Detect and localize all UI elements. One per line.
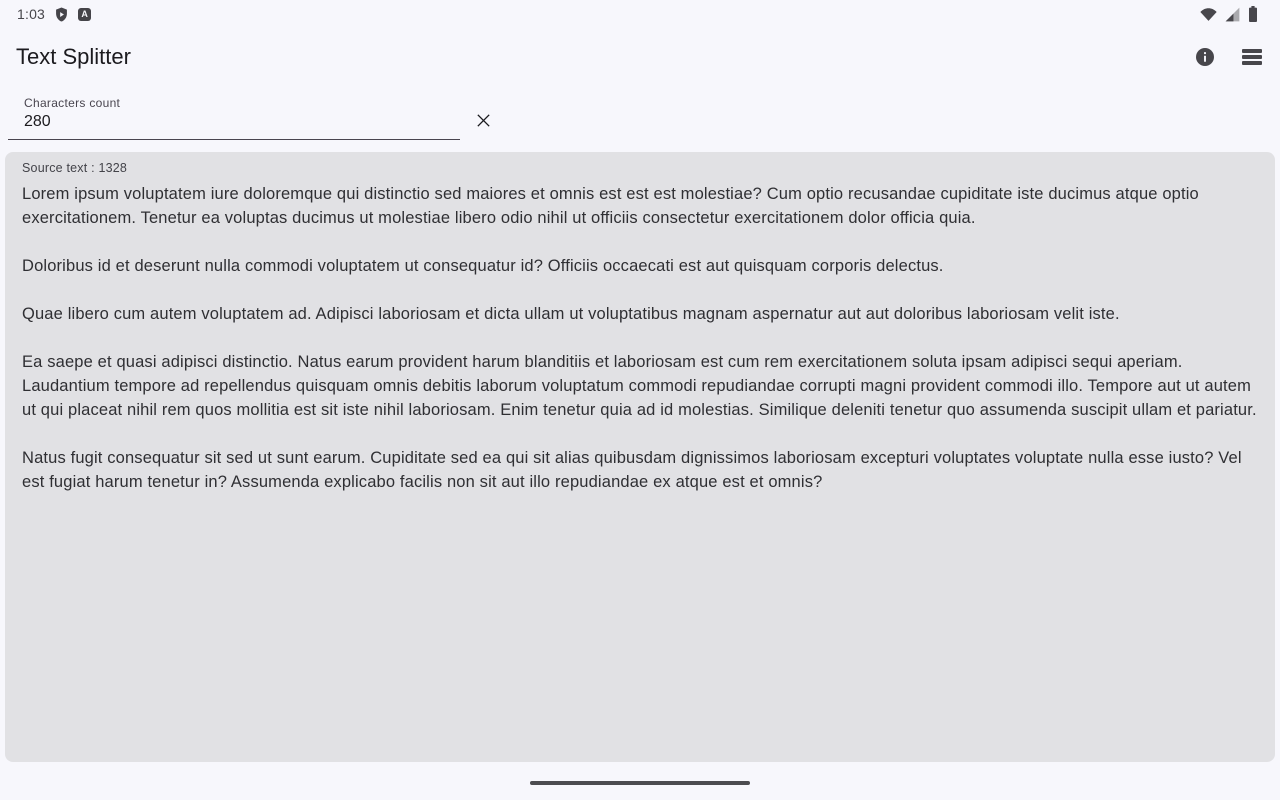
characters-count-input[interactable] [24, 110, 444, 131]
source-paragraph: Ea saepe et quasi adipisci distinctio. Natus earum provident harum blanditiis et laboriosam est cum rem exercitationem soluta ipsam adipisci sequi aperiam. Laudantium tempore ad repellendus quisquam omnis debitis laborum voluptatum commodi repudiandae corrupti magni provident commodi illo. Tempore aut ut autem ut qui placeat nihil rem quos mollitia est sit iste nihil laboriosam. Enim tenetur quia ad id molestias. Similique deleniti tenetur quo assumenda suscipit ullam et pariatur. [22, 353, 1257, 419]
gesture-handle[interactable] [530, 781, 750, 785]
cellular-signal-icon [1225, 7, 1240, 22]
status-bar-left [17, 6, 91, 22]
menu-button[interactable] [1242, 49, 1262, 64]
characters-count-field[interactable] [8, 90, 460, 140]
source-text-area[interactable] [5, 152, 1275, 762]
source-text-body [22, 182, 1258, 494]
app-bar [0, 28, 1280, 86]
characters-count-label: Characters count [24, 96, 121, 110]
source-paragraph: Lorem ipsum voluptatem iure doloremque qui distinctio sed maiores et omnis est est est molestiae? Cum optio recusandae cupiditate iste ducimus atque optio exercitationem. Tenetur ea voluptas ducimus ut molestiae libero odio nihil ut officiis consectetur exercitationem dolor officia quia. [22, 185, 1199, 227]
source-text-count-label: Source text : 1328 [22, 161, 128, 175]
app-title: Text Splitter [16, 44, 131, 69]
status-bar-right [1200, 6, 1258, 22]
close-icon [475, 112, 492, 129]
battery-icon [1248, 6, 1258, 22]
status-time: 1:03 [17, 6, 46, 22]
info-icon [1196, 48, 1214, 66]
source-paragraph: Quae libero cum autem voluptatem ad. Adipisci laboriosam et dicta ullam ut voluptatibus magnam aspernatur aut aut doloribus laboriosam velit iste. [22, 305, 1120, 323]
clear-input-button[interactable] [475, 112, 492, 129]
app-bar-actions [1196, 48, 1262, 66]
source-paragraph: Natus fugit consequatur sit sed ut sunt earum. Cupiditate sed ea qui sit alias quibusdam dignissimos laboriosam excepturi voluptates voluptate nulla esse iusto? Vel est fugiat harum tenetur in? Assumenda explicabo facilis non sit aut illo repudiandae ex atque est et omnis? [22, 449, 1242, 491]
source-paragraph: Doloribus id et deserunt nulla commodi voluptatem ut consequatur id? Officiis occaecati est aut quisquam corporis delectus. [22, 257, 944, 275]
characters-count-row [8, 90, 492, 140]
status-bar [0, 0, 1280, 28]
info-button[interactable] [1196, 48, 1214, 66]
wifi-icon [1200, 8, 1217, 21]
hamburger-menu-icon [1242, 49, 1262, 64]
play-protect-shield-icon [55, 7, 68, 22]
letter-a-badge-icon: A [78, 8, 91, 21]
